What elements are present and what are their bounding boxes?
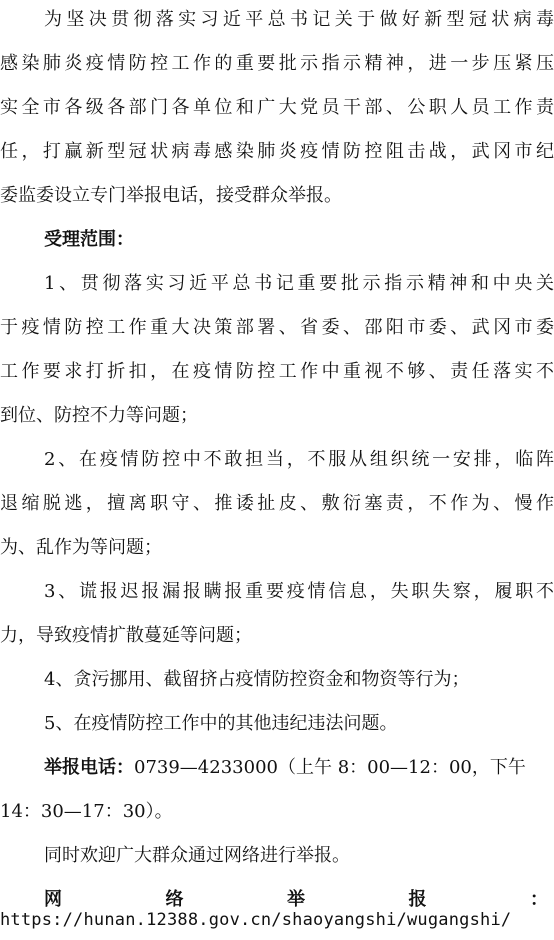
intro-line-4: 任，打赢新型冠状病毒感染肺炎疫情防控阻击战，武冈市纪 — [0, 141, 554, 162]
hotline-line-2: 14：30—17：30）。 — [0, 801, 173, 822]
item-3-line-2: 力，导致疫情扩散蔓延等问题； — [0, 625, 252, 646]
item-3-line-1: 3、谎报迟报漏报瞒报重要疫情信息，失职失察，履职不 — [44, 581, 554, 602]
item-1-line-1: 1、贯彻落实习近平总书记重要批示指示精神和中央关 — [44, 273, 554, 294]
intro-line-5: 委监委设立专门举报电话，接受群众举报。 — [0, 185, 342, 206]
item-1-line-3: 工作要求打折扣，在疫情防控工作中重视不够、责任落实不 — [0, 361, 554, 382]
online-note: 同时欢迎广大群众通过网络进行举报。 — [44, 845, 350, 866]
item-5-line-1: 5、在疫情防控工作中的其他违纪违法问题。 — [44, 713, 398, 734]
network-label-char-1: 网 — [44, 889, 62, 910]
network-label-char-3: 举 — [287, 889, 305, 910]
scope-heading: 受理范围： — [44, 229, 134, 250]
network-label-char-5: ： — [530, 889, 548, 910]
hotline-line-1 — [0, 748, 554, 788]
hotline-value: 0739—4233000（上午 8：00—12：00，下午 — [134, 757, 526, 778]
item-1-line-2: 于疫情防控工作重大决策部署、省委、邵阳市委、武冈市委 — [0, 317, 554, 338]
network-label-char-2: 络 — [165, 889, 184, 910]
intro-line-1: 为坚决贯彻落实习近平总书记关于做好新型冠状病毒 — [44, 9, 554, 30]
network-label-char-4: 报 — [408, 889, 427, 910]
item-2-line-3: 为、乱作为等问题； — [0, 537, 162, 558]
item-1-line-4: 到位、防控不力等问题； — [0, 405, 198, 426]
network-url-link[interactable]: https://hunan.12388.gov.cn/shaoyangshi/wugangshi/ — [0, 910, 512, 930]
item-2-line-1: 2、在疫情防控中不敢担当，不服从组织统一安排，临阵 — [44, 449, 554, 470]
item-4-line-1: 4、贪污挪用、截留挤占疫情防控资金和物资等行为； — [44, 669, 470, 690]
intro-line-3: 实全市各级各部门各单位和广大党员干部、公职人员工作责 — [0, 97, 554, 118]
hotline-label: 举报电话： — [44, 757, 134, 778]
item-2-line-2: 退缩脱逃，擅离职守、推诿扯皮、敷衍塞责，不作为、慢作 — [0, 493, 554, 514]
intro-line-2: 感染肺炎疫情防控工作的重要批示指示精神，进一步压紧压 — [0, 53, 554, 74]
